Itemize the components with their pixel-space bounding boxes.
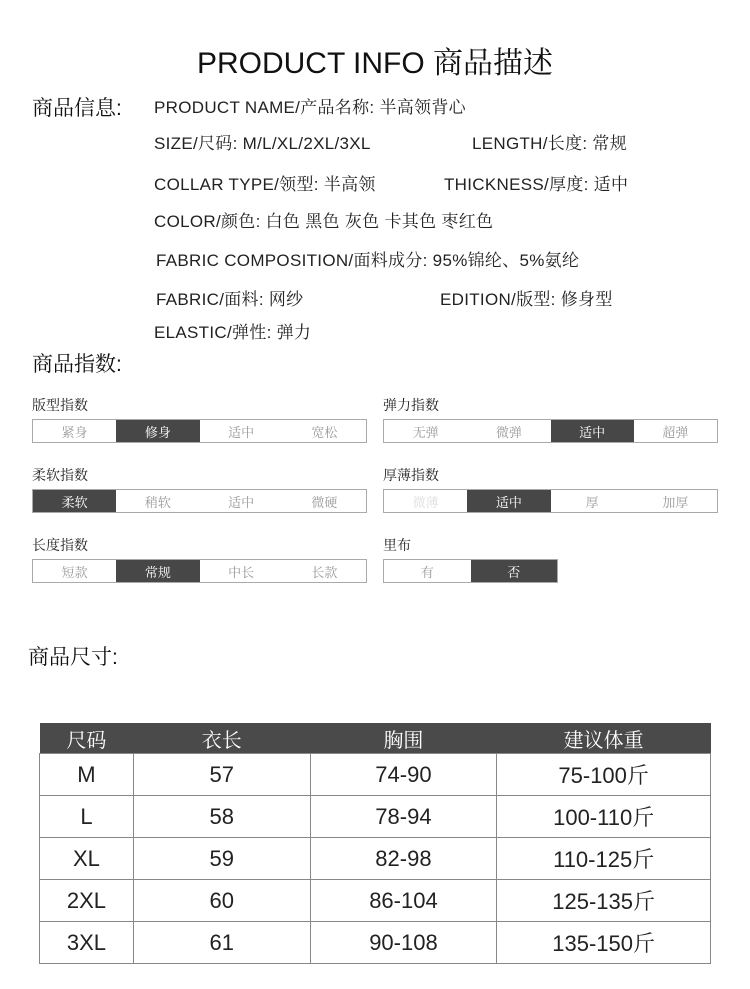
index-group-label: 里布	[383, 537, 411, 553]
index-option: 有	[420, 564, 434, 580]
table-cell: 2XL	[40, 880, 134, 922]
index-option: 适中	[228, 494, 255, 510]
table-cell: XL	[40, 838, 134, 880]
table-cell: 59	[133, 838, 310, 880]
collar-info: COLLAR TYPE/领型: 半高领	[154, 175, 376, 194]
table-cell: 60	[133, 880, 310, 922]
index-option: 宽松	[311, 424, 338, 440]
table-row	[40, 796, 711, 838]
table-cell: L	[40, 796, 134, 838]
table-row	[40, 754, 711, 796]
table-cell: 125-135斤	[497, 880, 711, 922]
index-group-label: 长度指数	[32, 537, 88, 553]
column-header: 胸围	[310, 723, 497, 754]
index-bar	[383, 489, 718, 513]
table-row	[40, 922, 711, 964]
index-bar	[32, 559, 367, 583]
index-group-label: 版型指数	[32, 397, 88, 413]
index-option: 紧身	[61, 424, 88, 440]
composition-info: FABRIC COMPOSITION/面料成分: 95%锦纶、5%氨纶	[156, 251, 580, 270]
table-cell: 135-150斤	[497, 922, 711, 964]
size-heading: 商品尺寸:	[28, 646, 118, 669]
table-header-row	[40, 723, 711, 754]
length-info: LENGTH/长度: 常规	[472, 134, 628, 153]
index-option: 常规	[116, 560, 199, 582]
size-table	[39, 723, 711, 964]
table-cell: 110-125斤	[497, 838, 711, 880]
index-option: 适中	[551, 420, 634, 442]
table-cell: 78-94	[310, 796, 497, 838]
index-bar	[383, 419, 718, 443]
table-row	[40, 838, 711, 880]
index-bar	[32, 489, 367, 513]
index-option: 微弹	[495, 424, 522, 440]
index-bar	[383, 559, 558, 583]
index-option: 适中	[228, 424, 255, 440]
size-info: SIZE/尺码: M/L/XL/2XL/3XL	[154, 134, 371, 153]
index-option: 短款	[61, 564, 88, 580]
index-option: 无弹	[412, 424, 439, 440]
product-info-heading: 商品信息:	[32, 97, 122, 120]
page-title: PRODUCT INFO 商品描述	[196, 47, 554, 80]
index-group-label: 弹力指数	[383, 397, 439, 413]
index-option: 稍软	[144, 494, 171, 510]
column-header: 衣长	[133, 723, 310, 754]
index-option: 否	[471, 560, 558, 582]
table-cell: M	[40, 754, 134, 796]
table-cell: 100-110斤	[497, 796, 711, 838]
index-option: 微薄	[412, 494, 439, 510]
index-group-label: 柔软指数	[32, 467, 88, 483]
table-cell: 74-90	[310, 754, 497, 796]
product-name: PRODUCT NAME/产品名称: 半高领背心	[154, 98, 466, 117]
index-option: 柔软	[33, 490, 116, 512]
table-cell: 75-100斤	[497, 754, 711, 796]
thickness-info: THICKNESS/厚度: 适中	[444, 175, 629, 194]
index-option: 长款	[311, 564, 338, 580]
fabric-info: FABRIC/面料: 网纱	[156, 290, 304, 309]
column-header: 建议体重	[497, 723, 711, 754]
index-bar	[32, 419, 367, 443]
index-option: 适中	[467, 490, 550, 512]
table-cell: 57	[133, 754, 310, 796]
index-option: 超弹	[662, 424, 689, 440]
table-cell: 61	[133, 922, 310, 964]
table-cell: 58	[133, 796, 310, 838]
index-option: 微硬	[311, 494, 338, 510]
index-option: 加厚	[662, 494, 689, 510]
table-cell: 86-104	[310, 880, 497, 922]
index-option: 厚	[585, 494, 599, 510]
index-group-label: 厚薄指数	[383, 467, 439, 483]
index-option: 修身	[116, 420, 199, 442]
table-row	[40, 880, 711, 922]
index-heading: 商品指数:	[32, 353, 122, 376]
color-info: COLOR/颜色: 白色 黑色 灰色 卡其色 枣红色	[154, 212, 494, 231]
table-cell: 3XL	[40, 922, 134, 964]
table-cell: 90-108	[310, 922, 497, 964]
edition-info: EDITION/版型: 修身型	[440, 290, 613, 309]
elastic-info: ELASTIC/弹性: 弹力	[154, 323, 312, 342]
column-header: 尺码	[40, 723, 134, 754]
table-cell: 82-98	[310, 838, 497, 880]
index-option: 中长	[228, 564, 255, 580]
